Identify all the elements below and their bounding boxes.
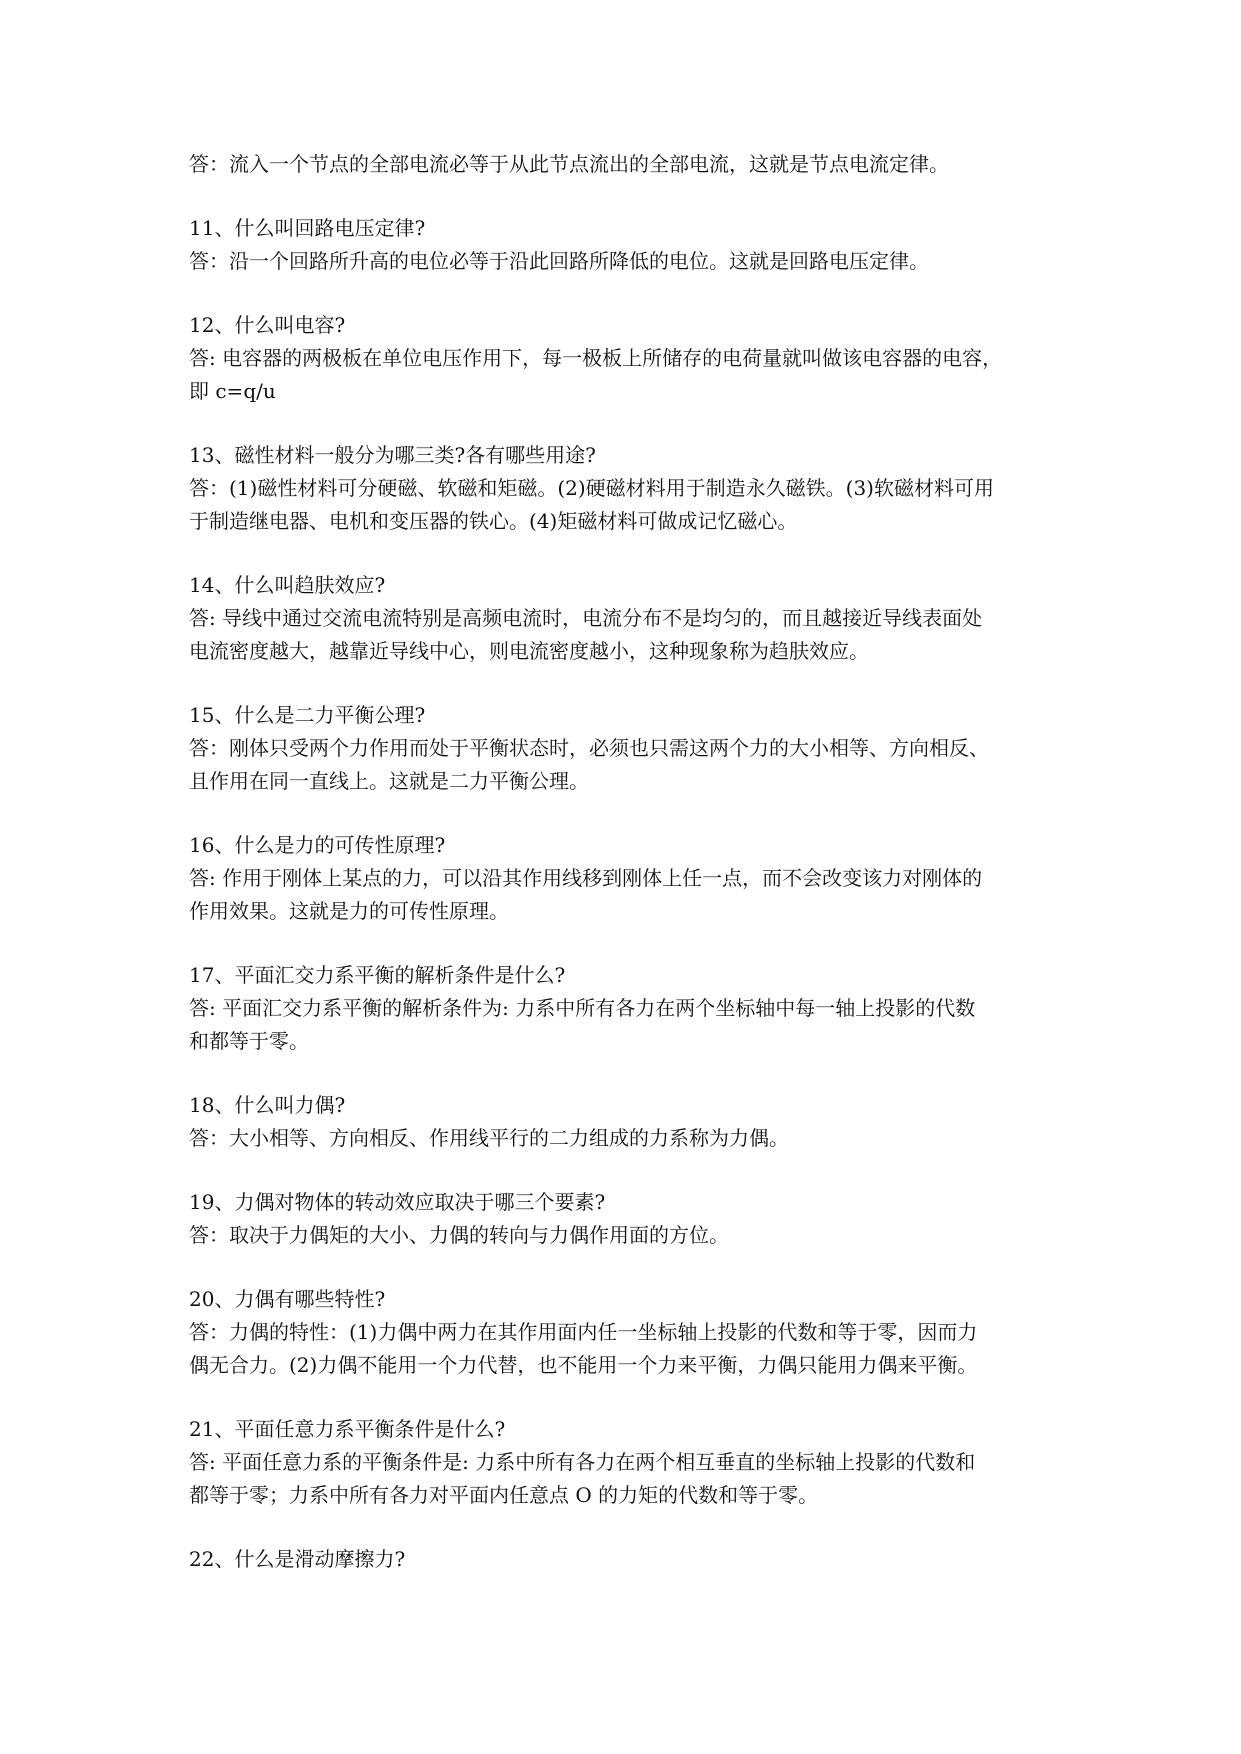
paragraph-gap xyxy=(189,668,1059,699)
question-line: 16、什么是力的可传性原理? xyxy=(189,833,446,857)
question-line: 22、什么是滑动摩擦力? xyxy=(189,1547,406,1571)
paragraph-gap xyxy=(189,1252,1059,1283)
text-line: 答: 平面任意力系的平衡条件是: 力系中所有各力在两个相互垂直的坐标轴上投影的代数和 xyxy=(189,1450,976,1474)
paragraph-gap xyxy=(189,928,1059,959)
text-line: 偶无合力。(2)力偶不能用一个力代替，也不能用一个力来平衡，力偶只能用力偶来平衡。 xyxy=(189,1353,978,1377)
text-line: 答：(1)磁性材料可分硬磁、软磁和矩磁。(2)硬磁材料用于制造永久磁铁。(3)软磁材料可用 xyxy=(189,476,994,500)
paragraph-gap xyxy=(189,181,1059,212)
text-line: 即 c=q/u xyxy=(189,379,276,403)
text-line: 答：力偶的特性：(1)力偶中两力在其作用面内任一坐标轴上投影的代数和等于零，因而力 xyxy=(189,1320,978,1344)
question-line: 11、什么叫回路电压定律? xyxy=(189,216,426,240)
text-line: 答：刚体只受两个力作用而处于平衡状态时，必须也只需这两个力的大小相等、方向相反、 xyxy=(189,736,989,760)
text-line: 答: 作用于刚体上某点的力，可以沿其作用线移到刚体上任一点，而不会改变该力对刚体的 xyxy=(189,866,983,890)
paragraph-gap xyxy=(189,278,1059,309)
paragraph-gap xyxy=(189,1512,1059,1543)
question-line: 21、平面任意力系平衡条件是什么? xyxy=(189,1417,506,1441)
text-line: 答：沿一个回路所升高的电位必等于沿此回路所降低的电位。这就是回路电压定律。 xyxy=(189,249,929,273)
text-line: 都等于零；力系中所有各力对平面内任意点 O 的力矩的代数和等于零。 xyxy=(189,1483,819,1507)
text-line: 和都等于零。 xyxy=(189,1029,309,1053)
paragraph-gap xyxy=(189,798,1059,829)
text-line: 答：流入一个节点的全部电流必等于从此节点流出的全部电流，这就是节点电流定律。 xyxy=(189,152,949,176)
text-line: 答: 平面汇交力系平衡的解析条件为: 力系中所有各力在两个坐标轴中每一轴上投影的代数 xyxy=(189,996,976,1020)
paragraph-gap xyxy=(189,1058,1059,1089)
question-line: 18、什么叫力偶? xyxy=(189,1093,346,1117)
text-line: 答: 电容器的两极板在单位电压作用下，每一极板上所储存的电荷量就叫做该电容器的电容， xyxy=(189,346,1003,370)
question-line: 12、什么叫电容? xyxy=(189,313,346,337)
paragraph-gap xyxy=(189,1382,1059,1413)
text-line: 于制造继电器、电机和变压器的铁心。(4)矩磁材料可做成记忆磁心。 xyxy=(189,509,798,533)
question-line: 15、什么是二力平衡公理? xyxy=(189,703,426,727)
text-line: 答：大小相等、方向相反、作用线平行的二力组成的力系称为力偶。 xyxy=(189,1126,789,1150)
paragraph-gap xyxy=(189,1155,1059,1186)
text-line: 作用效果。这就是力的可传性原理。 xyxy=(189,899,509,923)
paragraph-gap xyxy=(189,538,1059,569)
document-body xyxy=(189,148,1059,1576)
text-line: 答: 导线中通过交流电流特别是高频电流时，电流分布不是均匀的，而且越接近导线表面处 xyxy=(189,606,983,630)
paragraph-gap xyxy=(189,408,1059,439)
question-line: 13、磁性材料一般分为哪三类?各有哪些用途? xyxy=(189,443,596,467)
text-line: 且作用在同一直线上。这就是二力平衡公理。 xyxy=(189,769,589,793)
question-line: 17、平面汇交力系平衡的解析条件是什么? xyxy=(189,963,566,987)
question-line: 19、力偶对物体的转动效应取决于哪三个要素? xyxy=(189,1190,606,1214)
text-line: 答：取决于力偶矩的大小、力偶的转向与力偶作用面的方位。 xyxy=(189,1223,729,1247)
question-line: 20、力偶有哪些特性? xyxy=(189,1287,386,1311)
question-line: 14、什么叫趋肤效应? xyxy=(189,573,386,597)
text-line: 电流密度越大，越靠近导线中心，则电流密度越小，这种现象称为趋肤效应。 xyxy=(189,639,869,663)
